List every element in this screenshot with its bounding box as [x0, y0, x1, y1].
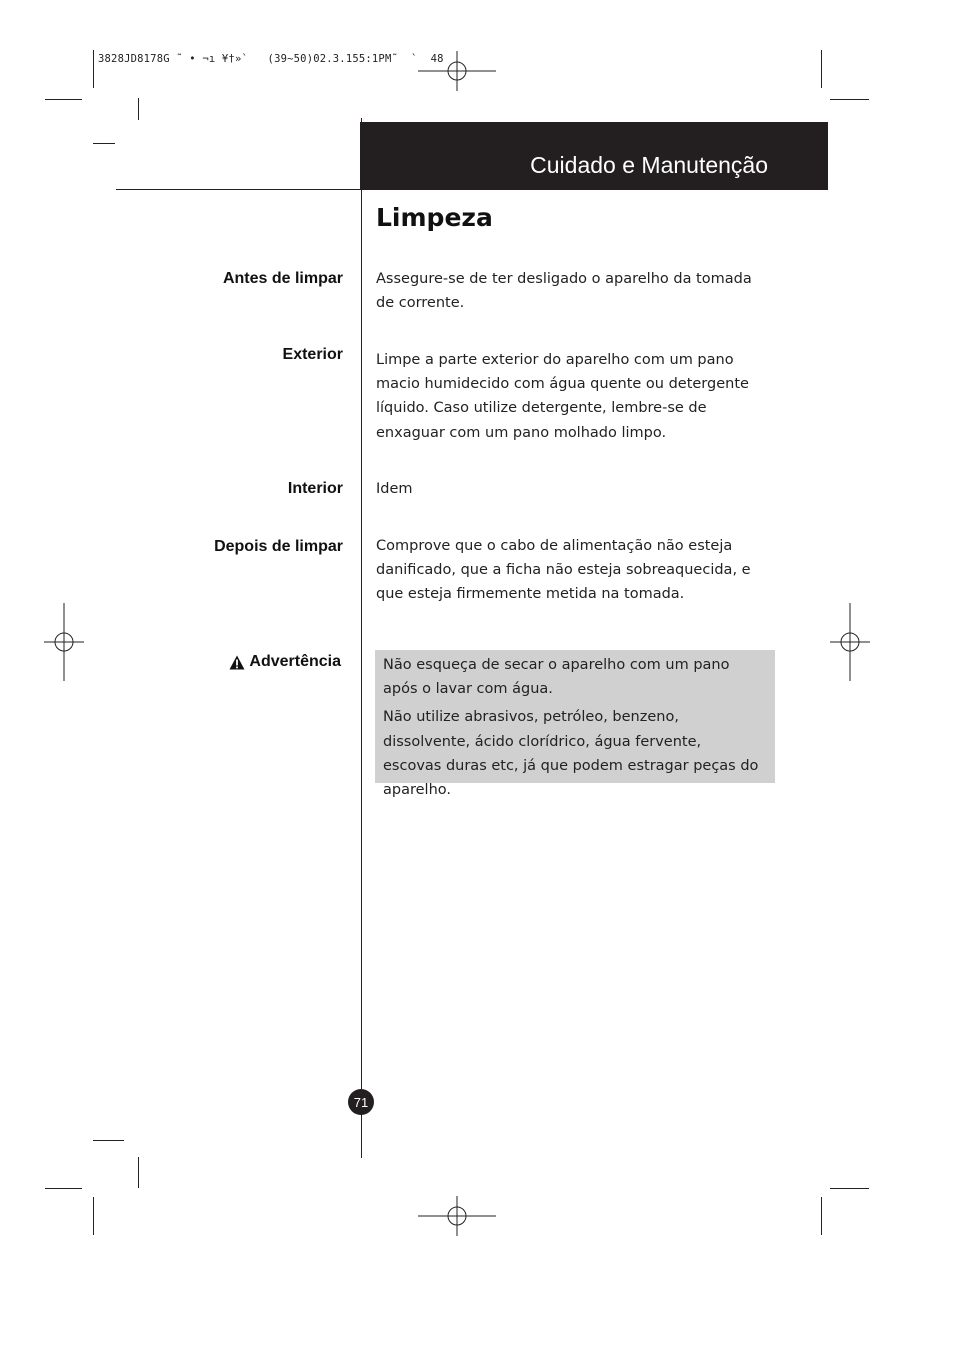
column-divider [361, 118, 362, 1158]
label-exterior: Exterior [282, 346, 343, 363]
warning-label-text: Advertência [249, 653, 341, 670]
page-number: 71 [348, 1089, 374, 1115]
registration-mark-right [830, 603, 870, 681]
section-title: Cuidado e Manutenção [530, 152, 768, 178]
warning-paragraph-1: Não esqueça de secar o aparelho com um pano após o lavar com água. [383, 657, 730, 698]
label-after-cleaning: Depois de limpar [214, 538, 343, 555]
warning-label [229, 653, 341, 671]
text-before-cleaning: Assegure-se de ter desligado o aparelho da tomada de corrente. [376, 271, 752, 312]
registration-mark-left [44, 603, 84, 681]
text-interior: Idem [376, 481, 413, 497]
warning-triangle-icon [229, 655, 245, 670]
warning-paragraph-2: Não utilize abrasivos, petróleo, benzeno, dissolvente, ácido clorídrico, água fervente, escovas duras etc, já que podem estragar peças do aparelho. [383, 709, 759, 799]
text-after-cleaning: Comprove que o cabo de alimentação não esteja danificado, que a ficha não esteja sobreaquecida, e que esteja firmemente metida na tomada. [376, 538, 751, 603]
label-interior: Interior [287, 480, 343, 497]
print-header: 3828JD8178G ˜ • ¬ı ¥†»` (39~50)02.3.155:1PM˜ ` 48 [98, 53, 444, 65]
registration-mark-top [418, 51, 496, 91]
warning-box [375, 650, 775, 799]
page-title: Limpeza [376, 203, 493, 232]
header-rule [116, 189, 361, 190]
registration-mark-bottom [418, 1196, 496, 1236]
label-before-cleaning: Antes de limpar [222, 270, 343, 287]
text-exterior: Limpe a parte exterior do aparelho com um pano macio humidecido com água quente ou detergente líquido. Caso utilize detergente, lembre-se de enxaguar com um pano molhado limpo. [376, 352, 749, 441]
section-header-band [360, 122, 828, 190]
